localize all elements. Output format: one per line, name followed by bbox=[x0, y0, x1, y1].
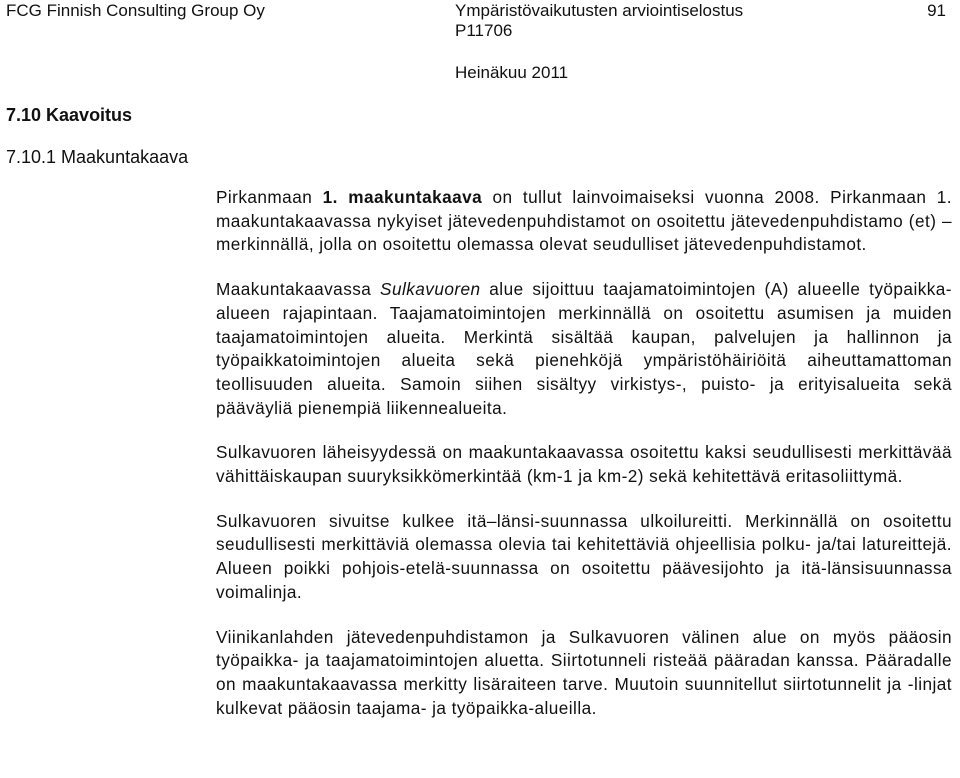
subsection-heading: 7.10.1 Maakuntakaava bbox=[6, 147, 189, 167]
paragraph-1 bbox=[216, 186, 952, 257]
page-header bbox=[0, 0, 960, 84]
paragraph-2-italic: Sulkavuoren bbox=[380, 279, 481, 300]
paragraph-5: Viinikanlahden jätevedenpuhdistamon ja Sulkavuoren välinen alue on myös pääosin työpaikka- ja taajamatoimintojen aluetta. Siirtotunneli risteää pääradan kanssa. Pääradalle on maakuntakaavassa merkitty lisäraiteen tarve. Muutoin suunnitellut siirtotunnelit ja -linjat kulkevat pääosin taajama- ja työpaikka-alueilla. bbox=[216, 626, 952, 718]
document-title: Ympäristövaikutusten arviointiselostus bbox=[455, 1, 744, 20]
paragraph-1-bold: 1. maakuntakaava bbox=[322, 187, 483, 207]
page-number: 91 bbox=[927, 1, 946, 20]
paragraph-4: Sulkavuoren sivuitse kulkee itä–länsi-suunnassa ulkoilureitti. Merkinnällä on osoitettu seudullisesti merkittäviä olemassa olevia tai kehitettäviä ohjeellisia polku- ja/tai latureittejä. Alueen poikki pohjois-etelä-suunnassa on osoitettu päävesijohto ja itä-länsisuunnassa voimalinja. bbox=[216, 510, 952, 602]
body-text bbox=[216, 186, 952, 720]
paragraph-2-post: alue sijoittuu taajamatoimintojen (A) alueelle työpaikka-alueen rajapintaan. Taajamatoimintojen merkinnällä on osoitettu asumisen ja muiden taajamatoimintojen alueita. Merkintä sisältää kaupan, palvelujen ja hallinnon ja työpaikkatoimintojen alueita sekä pienehköjä ympäristöhäiriöitä aiheuttamattoman teollisuuden alueita. Samoin siihen sisältyy virkistys-, puisto- ja erityisalueita sekä pääväyliä pienempiä liikennealueita. bbox=[216, 279, 952, 418]
paragraph-2-pre: Maakuntakaavassa bbox=[216, 279, 381, 300]
document-date: Heinäkuu 2011 bbox=[455, 63, 569, 82]
paragraph-1-post: on tullut lainvoimaiseksi vuonna 2008. Pirkanmaan 1. maakuntakaavassa nykyiset jätevedenpuhdistamot on osoitettu jätevedenpuhdistamo (et) –merkinnällä, jolla on osoitettu olemassa olevat seudulliset jätevedenpuhdistamot. bbox=[216, 187, 953, 255]
project-code: P11706 bbox=[455, 21, 513, 40]
paragraph-1-pre: Pirkanmaan bbox=[216, 187, 323, 207]
section-heading: 7.10 Kaavoitus bbox=[6, 105, 133, 125]
paragraph-2 bbox=[216, 278, 952, 420]
paragraph-3: Sulkavuoren läheisyydessä on maakuntakaavassa osoitettu kaksi seudullisesti merkittävää vähittäiskaupan suuryksikkömerkintää (km-1 ja km-2) sekä kehitettävä eritasoliittymä. bbox=[216, 442, 952, 487]
company-name: FCG Finnish Consulting Group Oy bbox=[6, 1, 265, 20]
